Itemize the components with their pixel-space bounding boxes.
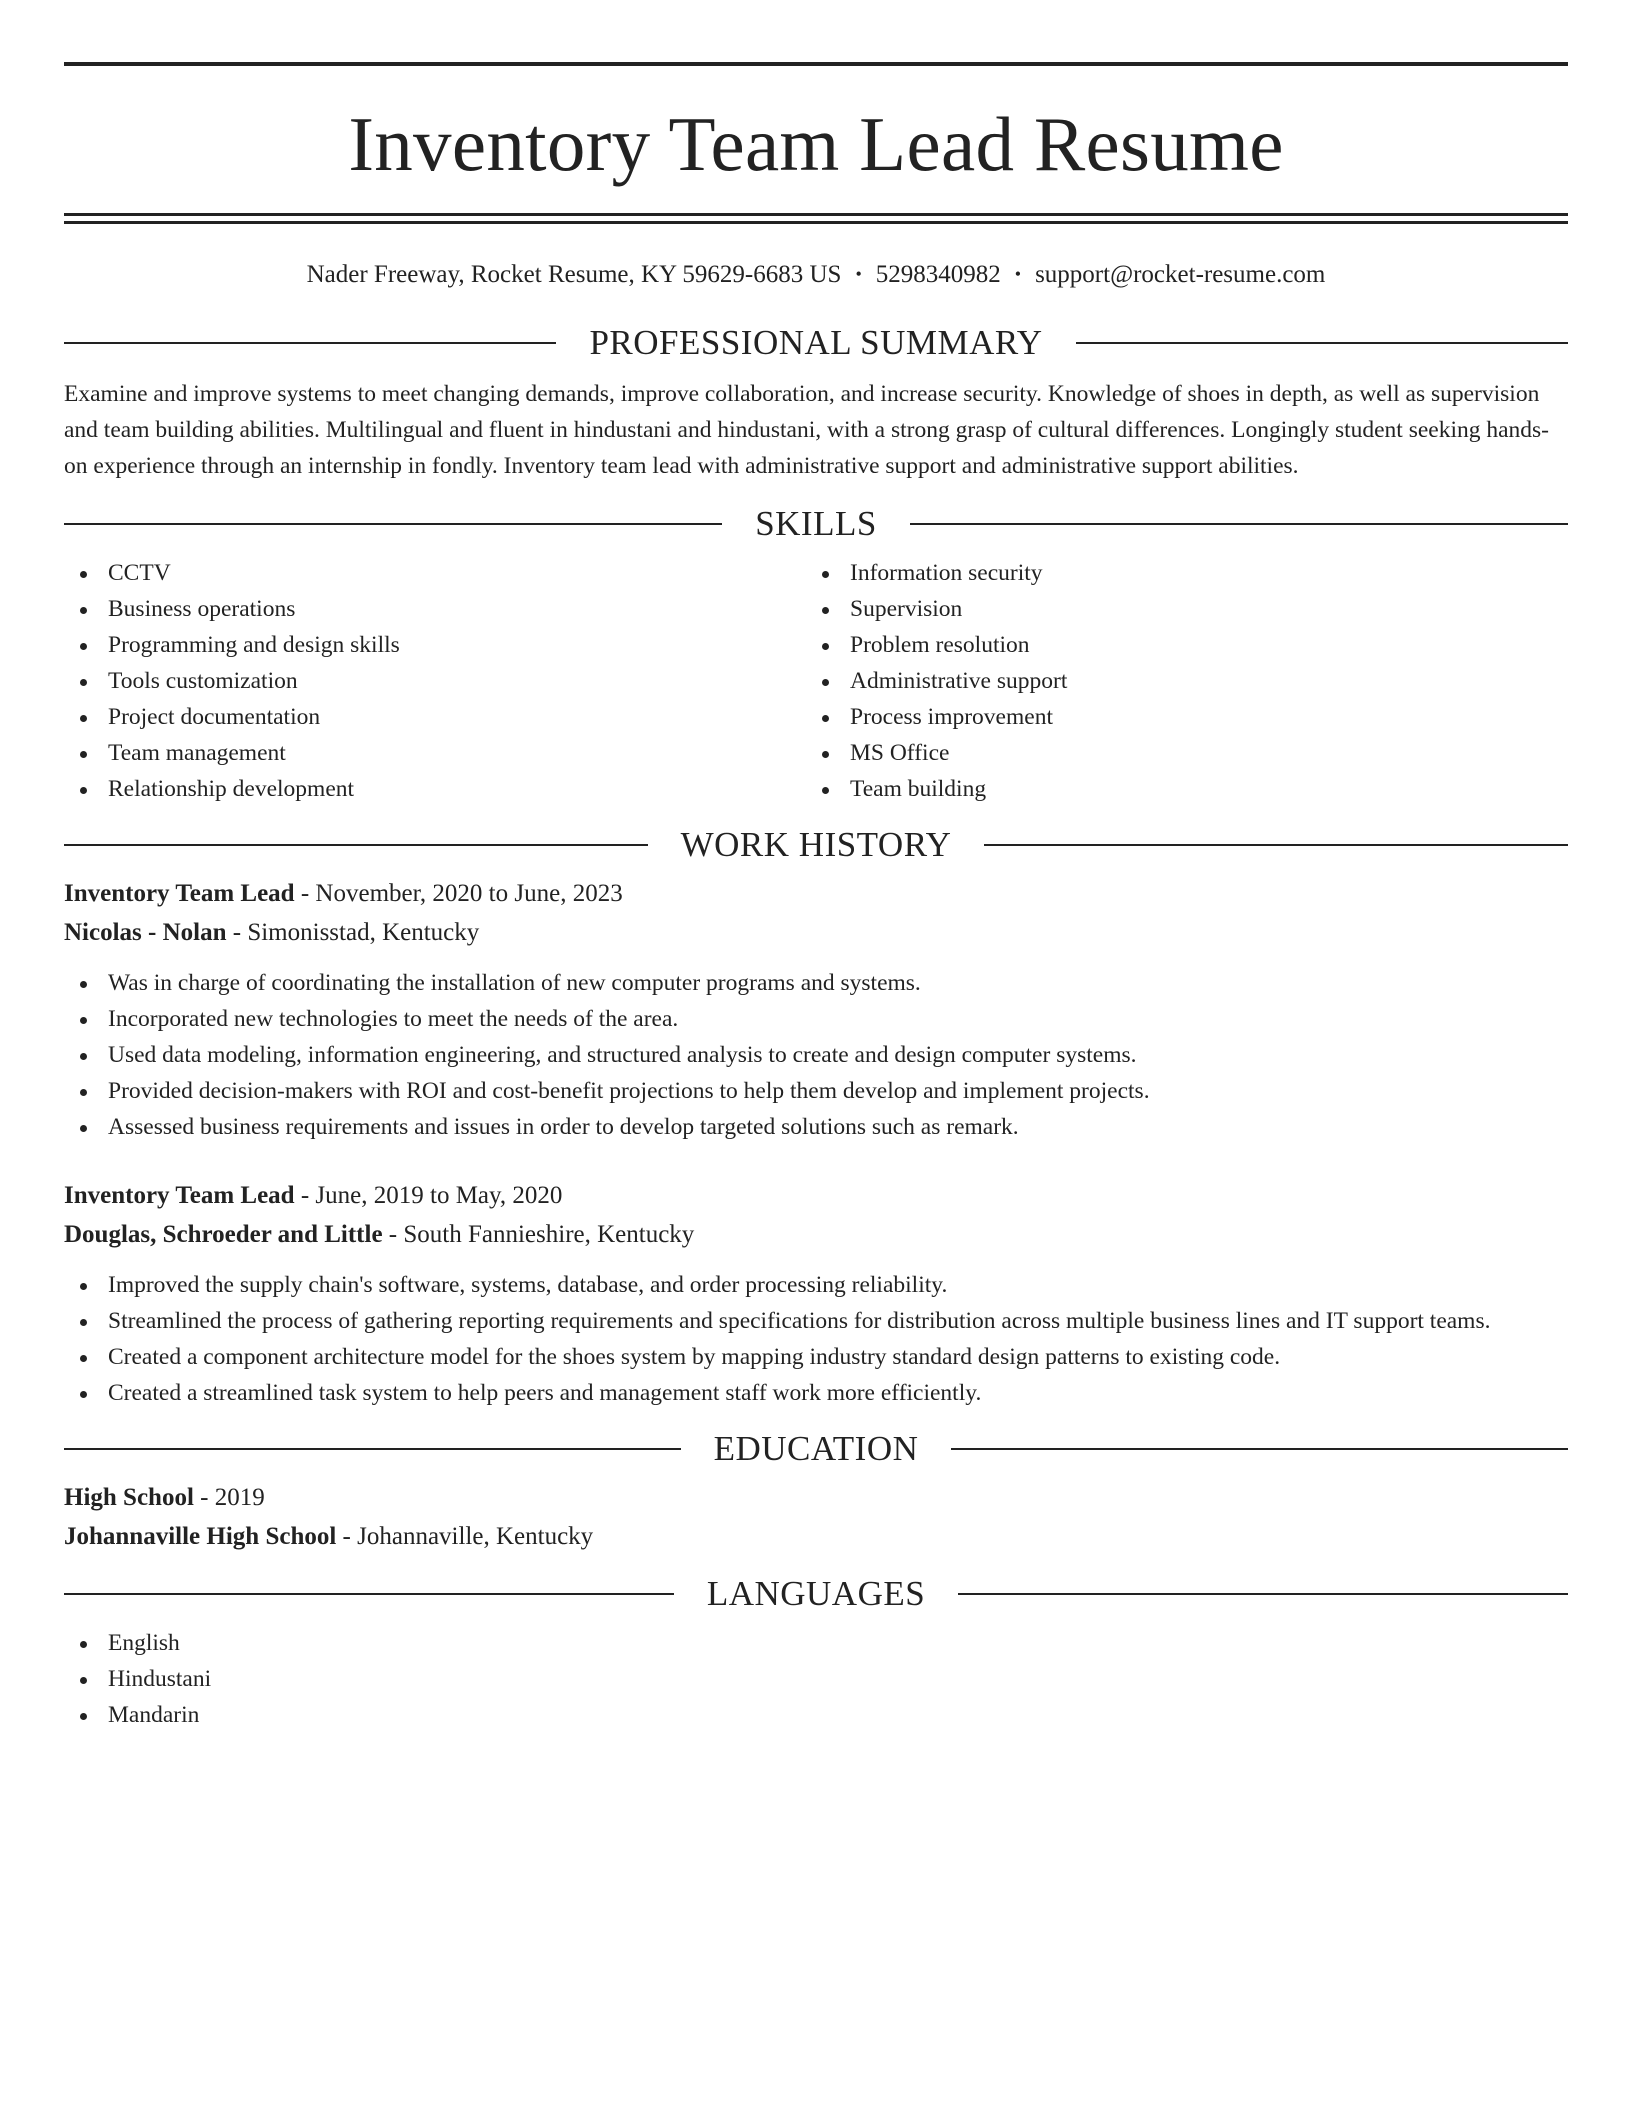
- education-section-header: [64, 1431, 1568, 1466]
- skills-heading: SKILLS: [755, 504, 877, 543]
- job-location: - South Fannieshire, Kentucky: [382, 1221, 695, 1248]
- job-bullet: Created a streamlined task system to help peers and management staff work more efficiently.: [64, 1375, 1568, 1411]
- contact-phone: 5298340982: [875, 261, 1001, 288]
- job-bullet: Incorporated new technologies to meet the needs of the area.: [64, 1001, 1568, 1037]
- skills-section-header: [64, 506, 1568, 541]
- contact-address: Nader Freeway, Rocket Resume, KY 59629-6683 US: [306, 261, 842, 288]
- job-entry: [64, 874, 1568, 1145]
- skill-item: Supervision: [806, 591, 1548, 627]
- skill-item: Team management: [64, 735, 806, 771]
- summary-text: Examine and improve systems to meet changing demands, improve collaboration, and increase security. Knowledge of shoes in depth, as well as supervision and team building abilities. Multilingual and fluent in hindustani and hindustani, with a strong grasp of cultural differences. Longingly student seeking hands-on experience through an internship in fondly. Inventory team lead with administrative support and administrative support abilities.: [64, 381, 1550, 479]
- languages-list: [64, 1625, 1568, 1733]
- job-dates: - November, 2020 to June, 2023: [294, 880, 623, 907]
- language-item: Mandarin: [64, 1697, 1568, 1733]
- job-company: Nicolas - Nolan: [64, 919, 227, 946]
- job-company-line: [64, 1215, 1568, 1254]
- section-rule: [910, 523, 1568, 525]
- top-rule: [64, 62, 1568, 66]
- skill-item: Team building: [806, 771, 1548, 807]
- section-rule: [64, 1593, 674, 1595]
- job-bullet: Improved the supply chain's software, systems, database, and order processing reliability.: [64, 1267, 1568, 1303]
- summary-heading: PROFESSIONAL SUMMARY: [589, 323, 1043, 362]
- skill-item: Tools customization: [64, 663, 806, 699]
- education-degree-line: [64, 1478, 1568, 1517]
- job-bullet: Used data modeling, information engineering, and structured analysis to create and design computer systems.: [64, 1037, 1568, 1073]
- job-dates: - June, 2019 to May, 2020: [294, 1182, 563, 1209]
- contact-email: support@rocket-resume.com: [1035, 261, 1326, 288]
- skill-item: Project documentation: [64, 699, 806, 735]
- languages-section-header: [64, 1576, 1568, 1611]
- work-section-header: [64, 827, 1568, 862]
- job-title-line: [64, 874, 1568, 913]
- skills-columns: [64, 555, 1568, 807]
- education-location: - Johannaville, Kentucky: [336, 1523, 594, 1550]
- skill-item: Administrative support: [806, 663, 1548, 699]
- section-rule: [951, 1448, 1568, 1450]
- skill-item: CCTV: [64, 555, 806, 591]
- section-rule: [64, 1448, 681, 1450]
- languages-heading: LANGUAGES: [706, 1574, 926, 1613]
- skills-list-right: [806, 555, 1548, 807]
- section-rule: [64, 844, 648, 846]
- education-school: Johannaville High School: [64, 1523, 337, 1550]
- job-company-line: [64, 913, 1568, 952]
- skill-item: Process improvement: [806, 699, 1548, 735]
- section-rule: [958, 1593, 1568, 1595]
- job-entry: [64, 1176, 1568, 1411]
- contact-separator: •: [855, 264, 862, 284]
- skills-list-left: [64, 555, 806, 807]
- section-rule: [1076, 342, 1568, 344]
- section-rule: [64, 523, 722, 525]
- skill-item: Relationship development: [64, 771, 806, 807]
- skill-item: Business operations: [64, 591, 806, 627]
- job-location: - Simonisstad, Kentucky: [226, 919, 480, 946]
- job-bullets: [64, 1267, 1568, 1411]
- title-double-rule: [64, 213, 1568, 224]
- skill-item: Problem resolution: [806, 627, 1548, 663]
- skill-item: Information security: [806, 555, 1548, 591]
- summary-section-header: [64, 325, 1568, 360]
- job-title-line: [64, 1176, 1568, 1215]
- education-entry: [64, 1478, 1568, 1556]
- job-bullet: Was in charge of coordinating the installation of new computer programs and systems.: [64, 965, 1568, 1001]
- job-company: Douglas, Schroeder and Little: [64, 1221, 383, 1248]
- work-heading: WORK HISTORY: [680, 825, 952, 864]
- contact-separator: •: [1014, 264, 1022, 284]
- contact-line: [64, 262, 1568, 287]
- resume-title: Inventory Team Lead Resume: [348, 101, 1284, 187]
- skill-item: Programming and design skills: [64, 627, 806, 663]
- education-degree: High School: [64, 1484, 194, 1511]
- job-bullet: Streamlined the process of gathering reporting requirements and specifications for distribution across multiple business lines and IT support teams.: [64, 1303, 1568, 1339]
- skill-item: MS Office: [806, 735, 1548, 771]
- language-item: English: [64, 1625, 1568, 1661]
- education-school-line: [64, 1517, 1568, 1556]
- education-heading: EDUCATION: [713, 1429, 919, 1468]
- language-item: Hindustani: [64, 1661, 1568, 1697]
- job-title: Inventory Team Lead: [64, 880, 295, 907]
- job-bullet: Assessed business requirements and issues in order to develop targeted solutions such as remark.: [64, 1109, 1568, 1145]
- education-year: - 2019: [193, 1484, 265, 1511]
- section-rule: [64, 342, 556, 344]
- job-bullet: Created a component architecture model for the shoes system by mapping industry standard design patterns to existing code.: [64, 1339, 1568, 1375]
- job-title: Inventory Team Lead: [64, 1182, 295, 1209]
- job-bullets: [64, 965, 1568, 1145]
- section-rule: [984, 844, 1568, 846]
- job-bullet: Provided decision-makers with ROI and cost-benefit projections to help them develop and implement projects.: [64, 1073, 1568, 1109]
